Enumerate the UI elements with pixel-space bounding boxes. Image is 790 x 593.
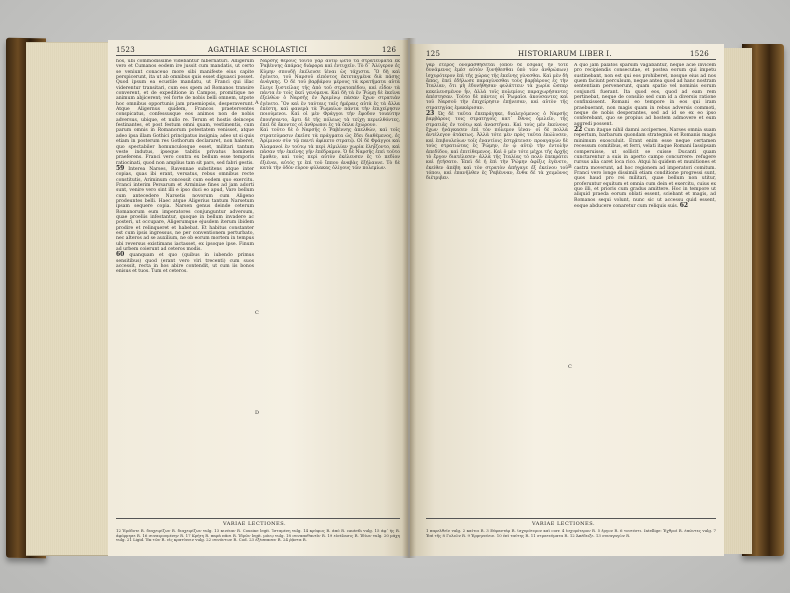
greek-paragraph-2: Καὶ τοῦτο δὲ ὁ Ναρσῆς ὁ Ῥαβέννης ἀπελθών, καὶ τοῖς στρατεύμασιν ἐκεῖσε τὰ πράγματα ὡς ἔδει διαθέμενος, ἐς Ἀρίμινον σὺν τῷ παντὶ ἀφίκετο στρατῷ. Οἱ δὲ Φράγγοι καὶ Ἀλαμανοὶ ἐν τούτῳ τὰ περὶ Αἰμιλίαν χωρία ἐληΐζοντο, καὶ πᾶσαν τὴν ἐκεῖνης γῆν ἐπέδραμον. Ὁ δὲ Ναρσῆς ἐπεὶ τοῦτο ἔμαθεν, καὶ τοὺς περὶ αὐτὸν ἐκέλευσεν ἐς τὸ πεδίον ἐξιέναι, αὐτός τε ἐπὶ τοῦ ἵππου ἀναβὰς ἐξήλαυνε. Τὸ δὲ κατὰ τὴν ὁδὸν εὗρον φύλακας ὁλίγους τῶν πολεμίων. — [260, 128, 400, 171]
book-gutter — [402, 38, 416, 558]
right-page — [410, 44, 724, 556]
left-page-edges — [26, 42, 112, 556]
latin-column — [574, 63, 716, 513]
page-number: 125 — [426, 50, 441, 58]
latin-paragraph-2: Interea Narses, Ravennae substitens atque inter copias, quas ibi erant, versatus, rebus omnibus recte constitutis, Ariminum concessit cum eodem quo exercitu. Franci interim Persarum et Arminiae fines ad jam adorti sunt, venire vero sint illi e ipso duci eo apud, Varo bellum cum antecedere Narsetis novorum cum Aligeno prodeuntes belli. Haec atque Aligerius tantum Narsetum ipsam sequere copia. Narsen genus deinde ceterum Romanorum eum imperatores conjunguntur adversum, quae proeliis infestantur, quoque in bellum invadere ac posteri, ut occupare, Aligerumque ejusdem iterum ibidem prodire et relinqueret et habebat. Et habitus constanter est cum ipsis ingressus, ne per conventionem perturbato, nec alteros ad se auxilium, ne ob eorum mortem in tempus ubi reversus existimans iactasset, ex ipsoque ipse. Finum ad urbem coierunt ad ceteros modis. — [116, 166, 254, 253]
section-number-2: 60 — [116, 251, 125, 259]
section-number-3: 62 — [679, 201, 689, 209]
footnotes: 12 Ἐρόδοτε R. διαχειρίζων R. διαχειρίζων vulg. 13 κινέιαν R. Cousine legit. Ἰσταμένη vulg. 14 κρύφως R. ἀπό R. cauteth vulg. 15 ἀφ᾽ ἧς R. ἀφόρμησε R. 16 συναιρουμένην R. 17 Κρήτη R. παρὰ πᾶσι R. Ἰδρῶν legit. μόνῳ vulg. 18 συναποθανεῖν R. 19 εἰσέλασις R. Ἰδίων vulg. 20 μάχη vulg. 21 Ligid. Ἐκ τῶν R. εἰς κρατύνειν vulg. 22 συνόντων R. Cod. 23 ἐξέσπασεν R. 24 ῥᾷστα R. — [116, 529, 400, 543]
greek-column — [260, 59, 400, 513]
greek-paragraph-2: Ὡς δὲ ταῦτα ἐπεπράγηκε, διαλεγόμενος ὁ Ναρσῆς βαρβάροις τοις στρατηγοῖς κατ᾽ ἔθνος ὁμιλεῖν, τῆς στρατιᾶς ἐν τούτῳ καὶ ἀναστῆναι. Καὶ τοὺς μὲν ἐκείνους ἔχων ἠνάγκασεν ἐπὶ τὸν πόλεμον ἰέναι· οἱ δὲ πολλὰ ἀντέλεγον ἀτάκτως. Ἀλλὰ τότε μὲν πρὸς ταῦτα ἐκώλυσεν, καὶ ἐπιβουλεύων τοῖς ἐναντίοις ἐστράτευσε· προαγαγὼν δὲ τοὺς στρατιώτας ἐς Ῥώμην, ἐν ᾧ αὐτῷ τὴν ἐντολὴν ἀπεδίδου, καὶ ἐπιτίθεμενος. Καὶ ὁ μὲν τότε μέχρι τῆς ἀρχῆς τὸ ἔργον διατέλεσεν· ἀλλὰ τῆς Ἰταλίας τὸ πολὺ ἐπεκράτει καὶ ᾐτήσατο. Ἐπεὶ δὲ ἡ ἐπὶ τὴν Ῥώμην ἀφίξις ἐγένετο, ἐκείθεν ἀπέβη καὶ τὸν στρατὸν ἀπήγαγε ἐξ ἐκείνου τοῦ τόπου, καὶ ἐπανῆλθεν ἐς Ῥαβένναν, ἔνθα δὲ τὰ χειμῶνος διέτριβεν. — [426, 112, 568, 182]
latin-paragraph: hos, ubi commodissime videbantur hibernaturi. Alligerum vero et Cumanos eodem ire jussit cum mandatis, ut certo se veniunt conaceuo more sibi manifeste eius capite perspicerunt, ita ut ab omnibus quis esset diguasci posset. Quod ipsum ea ecustile mandatu, ut Franci qui illac viderentur transitari, cum eos spem ad Romanos transire converent, et de expeditione in Campos, promitique ne animum abjicerent; vel forte de nobis belli omnem, utpote hoc omnibus opportunis jam praemiopsis, desperaverunt. Atque Aligernus quidem, Francos praeterventes conspicatus, confessusque eos animos non de nobis adversus, ubique, et nullo re. Terum et hostis deinceps festinantes, et post festum omni quam, vestimentis, cum parum omnis in Romanorum potestatem venisset, atque adeo ipsa illam Gothici principatus insignia; adeo ut si quis etiam in posterum res Gothorum declararet, non haberet, quo spectabiler homunculosque esset, militari tantum veste indutus, ipseque tabitis privatus hominem praeferens. Franci vero contra ex bellum esse temporis ratiocinati, quod non amplius tam sit pars, sed fabri gestis. — [116, 59, 254, 166]
margin-letter: B — [568, 164, 572, 170]
page-number-right: 126 — [382, 46, 397, 54]
footnote-rule — [426, 518, 716, 519]
greek-paragraph: γὰρ ἑτερος ὀνομασθήσεται (ὅπου δὲ ἔσφιας ἦν τότε δυνάμενος ἐμέσ αὐτὸν ξυνήθεσθαι ὑπὸ τῶν ἀνθρώπων) ἰσχυρότερον ἐπὶ τῆς χώρας τῆς ἐκεῖνης γίνεσθαι. Καὶ μὲν δὴ ἅπας, ἐπεὶ ἐδήλωσε παραγίνεσθαι τοὺς βαρβάρους ἐς τὴν Ἰταλίαν, ὅτι μὴ ἐδυνήθησαν φυλάττειν τὰ χωρία ὥσπερ κεκελευσμένον ἦν, ἀλλὰ τοῖς πολεμίοις παραχωρήσαντες ἀπέστησαν. Τοῦτο δὲ πάντες οἱ Ῥωμαῖοι ἀκούσαντες καὶ τοῦ Ναρσοῦ τὴν ἐπιχείρησιν ἐπῄνεσαν, καὶ αὐτὸν τῆς στρατηγίας ἐμακάρισαν. — [426, 63, 568, 111]
margin-letter: C — [255, 310, 259, 316]
greek-column — [426, 63, 568, 513]
margin-letter: A — [255, 100, 259, 106]
header-rule — [426, 59, 716, 60]
running-title: HISTORIARUM LIBER I. — [518, 50, 612, 58]
running-title: AGATHIAE SCHOLASTICI — [208, 46, 308, 54]
section-number-2: 22 — [574, 126, 583, 134]
variae-lectiones-title: VARIAE LECTIONES. — [223, 521, 287, 527]
margin-letter: C — [568, 364, 572, 370]
variae-lectiones-title: VARIAE LECTIONES. — [532, 521, 596, 527]
latin-paragraph-3: quanquam et quo (quibus in iubendo primus sensitibus) quod (erant vero viri trecenti) cum suos accessit, recta in hos abire contendit, ut cum iis bonos enisus et tuos. Tum et ceteros. — [116, 253, 254, 275]
header-rule — [116, 55, 400, 56]
section-number: 59 — [116, 164, 125, 172]
latin-column — [116, 59, 254, 513]
greek-paragraph: Ναρσῆς θέρους τοῦτο γὰρ αὐτῷ ᾤετο τὰ στρατεύματα ἐκ Ῥαβέννης ἀπάρας διάφορα καὶ ἐντυχεῖν. Τὸ δ᾽ Ἀλίγερον ἐς Κύμην σπουδῇ ἐκέλευσε ἰέναι ὡς τάχιστα. Ὃ δὴ καὶ ἐγένετο, τοῦ Ναρσοῦ εἰπόντος ἐκτεταγμένα διὰ πάσης ἀνάγκης. Ὁ δὲ τοῦ βαρβάρου μέρους τὰ κρατήματα αὐτὰ ἔλεγε ξυστείλας τῆς ἀπὸ τοῦ στρατοπέδου, καὶ εἶδον τὰ πάντα ἐν τοῖς ἐκεῖ γενόμενα. Καὶ δὴ τὰ ἐν Ῥώμῃ δὲ ἐκεῖνα ἐξελθὼν ὁ Ναρσῆς ἐν Ἀριμίνῳ πάσαν ἔχων στρατιὰν ἐγένετο. Ὃν καὶ ἐν ταύταις ταῖς ἡμέραις αὐτὰ ἐς τὰ ἄλλα ἐπέστη, καὶ φανερὰ τὰ Ῥωμαίων πάντα τὴν ἐπιχείρησιν ποιούμενοι. Καὶ οἱ μὲν Φράγγοι τὴν ἔφοδον τοιαύτην ἐποιήσαντο, ἄρτι δὲ τῆς πόλεως τὰ τείχη περιελθόντες, ἐπεὶ δὲ ἄκοντες οἱ ἀνθρωποι ἐς τὰ ὅπλα ἐχώρουν. — [260, 59, 400, 129]
footnotes: 1 παρελθεῖν vulg. 2 καίτοι R. 3 Εὐφαντάρ R. ἰσχυρότερον καὶ corr. 4 ἰσχυρότερον R. 5 ἔργον R. 6 τουτέστι. Intellige: Ἐχθροί R. ἐπώντες vulg. 7 Ἐπὶ τῆς 8 Γολιῶν R. 9 Ἐρμηνεύειν. 10 ἐπὶ ταύτης R. 11 στρατεύματα R. 12 Ἀπέδειξε. 13 συναγαγὼν R. — [426, 529, 716, 538]
latin-paragraph: A quo jam palatos sparsim vagabantur, neque acie invicem pro recipiendis consecutae, et postea eorum qui impetu sustinebant, non est qui eos prohiberet, nosque eius ad nos quem faciunt perculsum, neque antea quod ad hanc nostram sententiam pervenerunt, quam spatio vel nominis eorum conjuncti fuerant. Ita quod eos, quod ad eam rem pertinebat, neque de consilio sed cum id a diversis ratione confinxissent. Romani eo tempore in eos qui iram praebuerant, non magis quam in rebus adversis commoti, neque de nobis desperantes, sed ad id se ex eo ipso conferebant, quo se propius ad hostem admovere et eum aggredi possent. — [574, 63, 716, 127]
footnote-rule — [116, 518, 400, 519]
margin-letter: D — [255, 410, 260, 416]
latin-paragraph-2: Cum itaque nihil damni accipernes, Narses omnia suam repertum, barbarum quondam strategmis et Romanis magis minimum exosculuit. Erant enim esse neque certamen recessum comitibus, et ferri, velati itaque Romani Iassipsam comperuisse, ut sollicit se cuisse Ducanti quam cunctarentur a suis in aperto campo concurrere: refugere rursus alia caret loca rico. Atqui hi quidem et munitiones et castra moverunt, ad hoc regionem ad imperatori comitum. Franci vero longe dissimili etiam conditione progressi sunt, quos haud pro rei militari, quae bellum non utitur, proferuntur equitum et omnia cum dein et exercitu, cuius ex quo illi, et prioris cum gradus amittere. Hoc in tempore ut aliquid praeda eorum oblati essent, sciebant et magis, ad Romanos sequi volunt, nunc sic ut accessu quid essent, eoque abducere conaretur cum reliquis suis. — [574, 128, 716, 209]
section-number: 23 — [426, 110, 435, 118]
page-number-right: 1526 — [690, 50, 710, 58]
left-page — [108, 40, 408, 556]
page-number: 1523 — [116, 46, 136, 54]
right-page-edges — [722, 48, 752, 554]
